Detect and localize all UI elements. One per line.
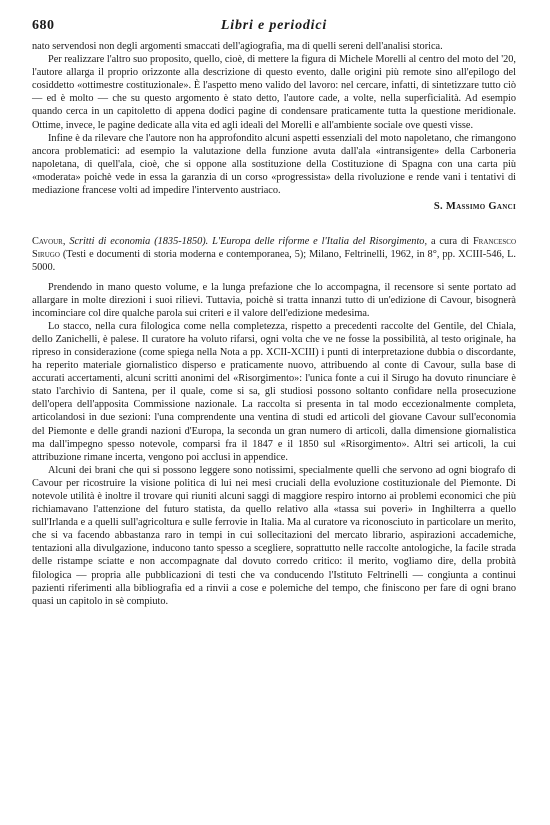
biblio-author: Cavour: [32, 236, 63, 248]
page-header: [32, 18, 516, 40]
page-number: 680: [32, 18, 55, 33]
biblio-title: Scritti di economia (1835-1850). L'Europa delle riforme e l'Italia del Risorgimento,: [69, 236, 428, 248]
review2-paragraph-3: Alcuni dei brani che qui si possono leggere sono notissimi, specialmente quelli che servono ad ogni biografo di Cavour per ricostruire la visione politica di lui nei mesi cruciali della evoluzione costituzionale del Piemonte. Di notevole utilità è inoltre il trovare qui riuniti alcuni saggi di maggiore respiro intorno ai problemi economici che più richiamavano l'attenzione del futuro statista, da quello relativo alla «tassa sui poveri» in Inghilterra a quello sull'Irlanda e a quelli sull'agricoltura e sulle ferrovie in Italia. Ma al curatore va riconosciuto in particolare un merito, che si va facendo abbastanza raro in tempi in cui sollecitazioni del mercato librario, aspirazioni accademiche, tentazioni alla divulgazione, inducono tanto spesso a scegliere, soprattutto nelle raccolte antologiche, la facile strada delle ristampe sciatte e non accompagnate dal dovuto corredo critico: il merito, vogliamo dire, della probità filologica — propria alle pubblicazioni di testi che va conducendo l'Istituto Feltrinelli — congiunta a continui pazienti riferimenti alla bibliografia ed a rinvii a cose e polemiche del tempo, che finiscono per fare di ogni brano quasi un capitolo in sè compiuto.: [32, 464, 516, 607]
review1-continuation: nato servendosi non degli argomenti smaccati dell'agiografia, ma di quelli sereni dell'analisi storica.: [32, 41, 443, 52]
review1-signature: S. Massimo Ganci: [433, 201, 516, 213]
review2-paragraph-2: Lo stacco, nella cura filologica come nella completezza, rispetto a precedenti raccolte del Gentile, del Chiala, dello Zanichelli, è palese. Il curatore ha voluto rifarsi, ogni volta che ve ne fosse la possibilità, al testo originale, ha ripreso in considerazione (come spiega nella Nota a pp. XCII-XCIII) i punti di interpretazione dubbia o discordante, ha reperito materiale giornalistico disperso e praticamente nuovo, attribuendo al conte di Cavour, sulla base di accurati accertamenti, alcuni scritti anonimi del «Risorgimento»: l'unica fonte a cui il Sirugo ha dovuto rinunciare è stato l'archivio di Santena, per il quale, come si sa, gli studiosi possono soltanto confidare nella prosecuzione dell'opera dell'apposita Commissione nazionale. La raccolta si presenta in tal modo eccezionalmente completa, articolandosi in due sezioni: l'una comprendente una ventina di studi ed articoli del giovane Cavour sull'economia del Piemonte e delle grandi nazioni d'Europa, la seconda un gran numero di articoli, dalla dimensione giornalistica ma dall'impegno spesso notevole, comparsi fra il 1847 e il 1850 sul «Risorgimento». Altri sei articoli, la cui attribuzione rimane incerta, vengono poi acclusi in appendice.: [32, 320, 516, 463]
running-title: Libri e periodici: [220, 18, 328, 33]
review1-paragraph-1: Per realizzare l'altro suo proposito, quello, cioè, di mettere la figura di Michele Morelli al centro del moto del '20, l'autore allarga il proprio orizzonte alla descrizione di questo evento, dalle origini più remote sino all'epilogo del cosiddetto «ottimestre costituzionale». È l'aspetto meno valido del lavoro: nel cercare, infatti, di sintetizzare tutto ciò — ed è molto — che su questo argomento è stato detto, l'autore cade, a volte, nella superficialità. Ad esempio quando cerca in un capitoletto di appena dodici pagine di condensare praticamente tutta la questione meridionale. Ottime, invece, le pagine dedicate alla vita ed agli ideali del Morelli e all'ambiente sociale ove questi visse.: [32, 54, 516, 131]
biblio-cura: a cura di: [430, 236, 470, 248]
bibliographic-entry: Cavour, Scritti di economia (1835-1850). L'Europa delle riforme e l'Italia del Risorgimento, a cura di Francesco Sirugo (Testi e documenti di storia moderna e contemporanea, 5); Milano, Feltrinelli, 1962, in 8°, pp. XCIII-546, L. 5000.: [32, 236, 517, 274]
biblio-details: (Testi e documenti di storia moderna e contemporanea, 5); Milano, Feltrinelli, 1962, in 8°, pp. XCIII-546, L. 5000.: [32, 249, 517, 274]
review1-paragraph-2: Infine è da rilevare che l'autore non ha approfondito alcuni aspetti essenziali del moto napoletano, che rimangono ancora problematici: ad esempio la valutazione della funzione avuta dall'ala «intransigente» della Carboneria napoletana, di quell'ala, cioè, che si oppone alla sostituzione della Costituzione di Spagna con una carta più «moderata» poichè vede in essa la garanzia di un corso «progressista» della rivoluzione e rende vani i tentativi di mediazione francese volti ad impedire l'intervento austriaco.: [32, 132, 516, 197]
biblio-editor: Francesco Sirugo: [32, 236, 517, 261]
body-text: [32, 40, 516, 608]
review2-paragraph-1: Prendendo in mano questo volume, e la lunga prefazione che lo accompagna, il recensore si sente portato ad allargare in molte direzioni i suoi rilievi. Tuttavia, poichè si tratta innanzi tutto di un'edizione di Cavour, bisognerà incominciare col dire qualche parola sui criteri e il valore dell'edizione medesima.: [32, 281, 516, 319]
